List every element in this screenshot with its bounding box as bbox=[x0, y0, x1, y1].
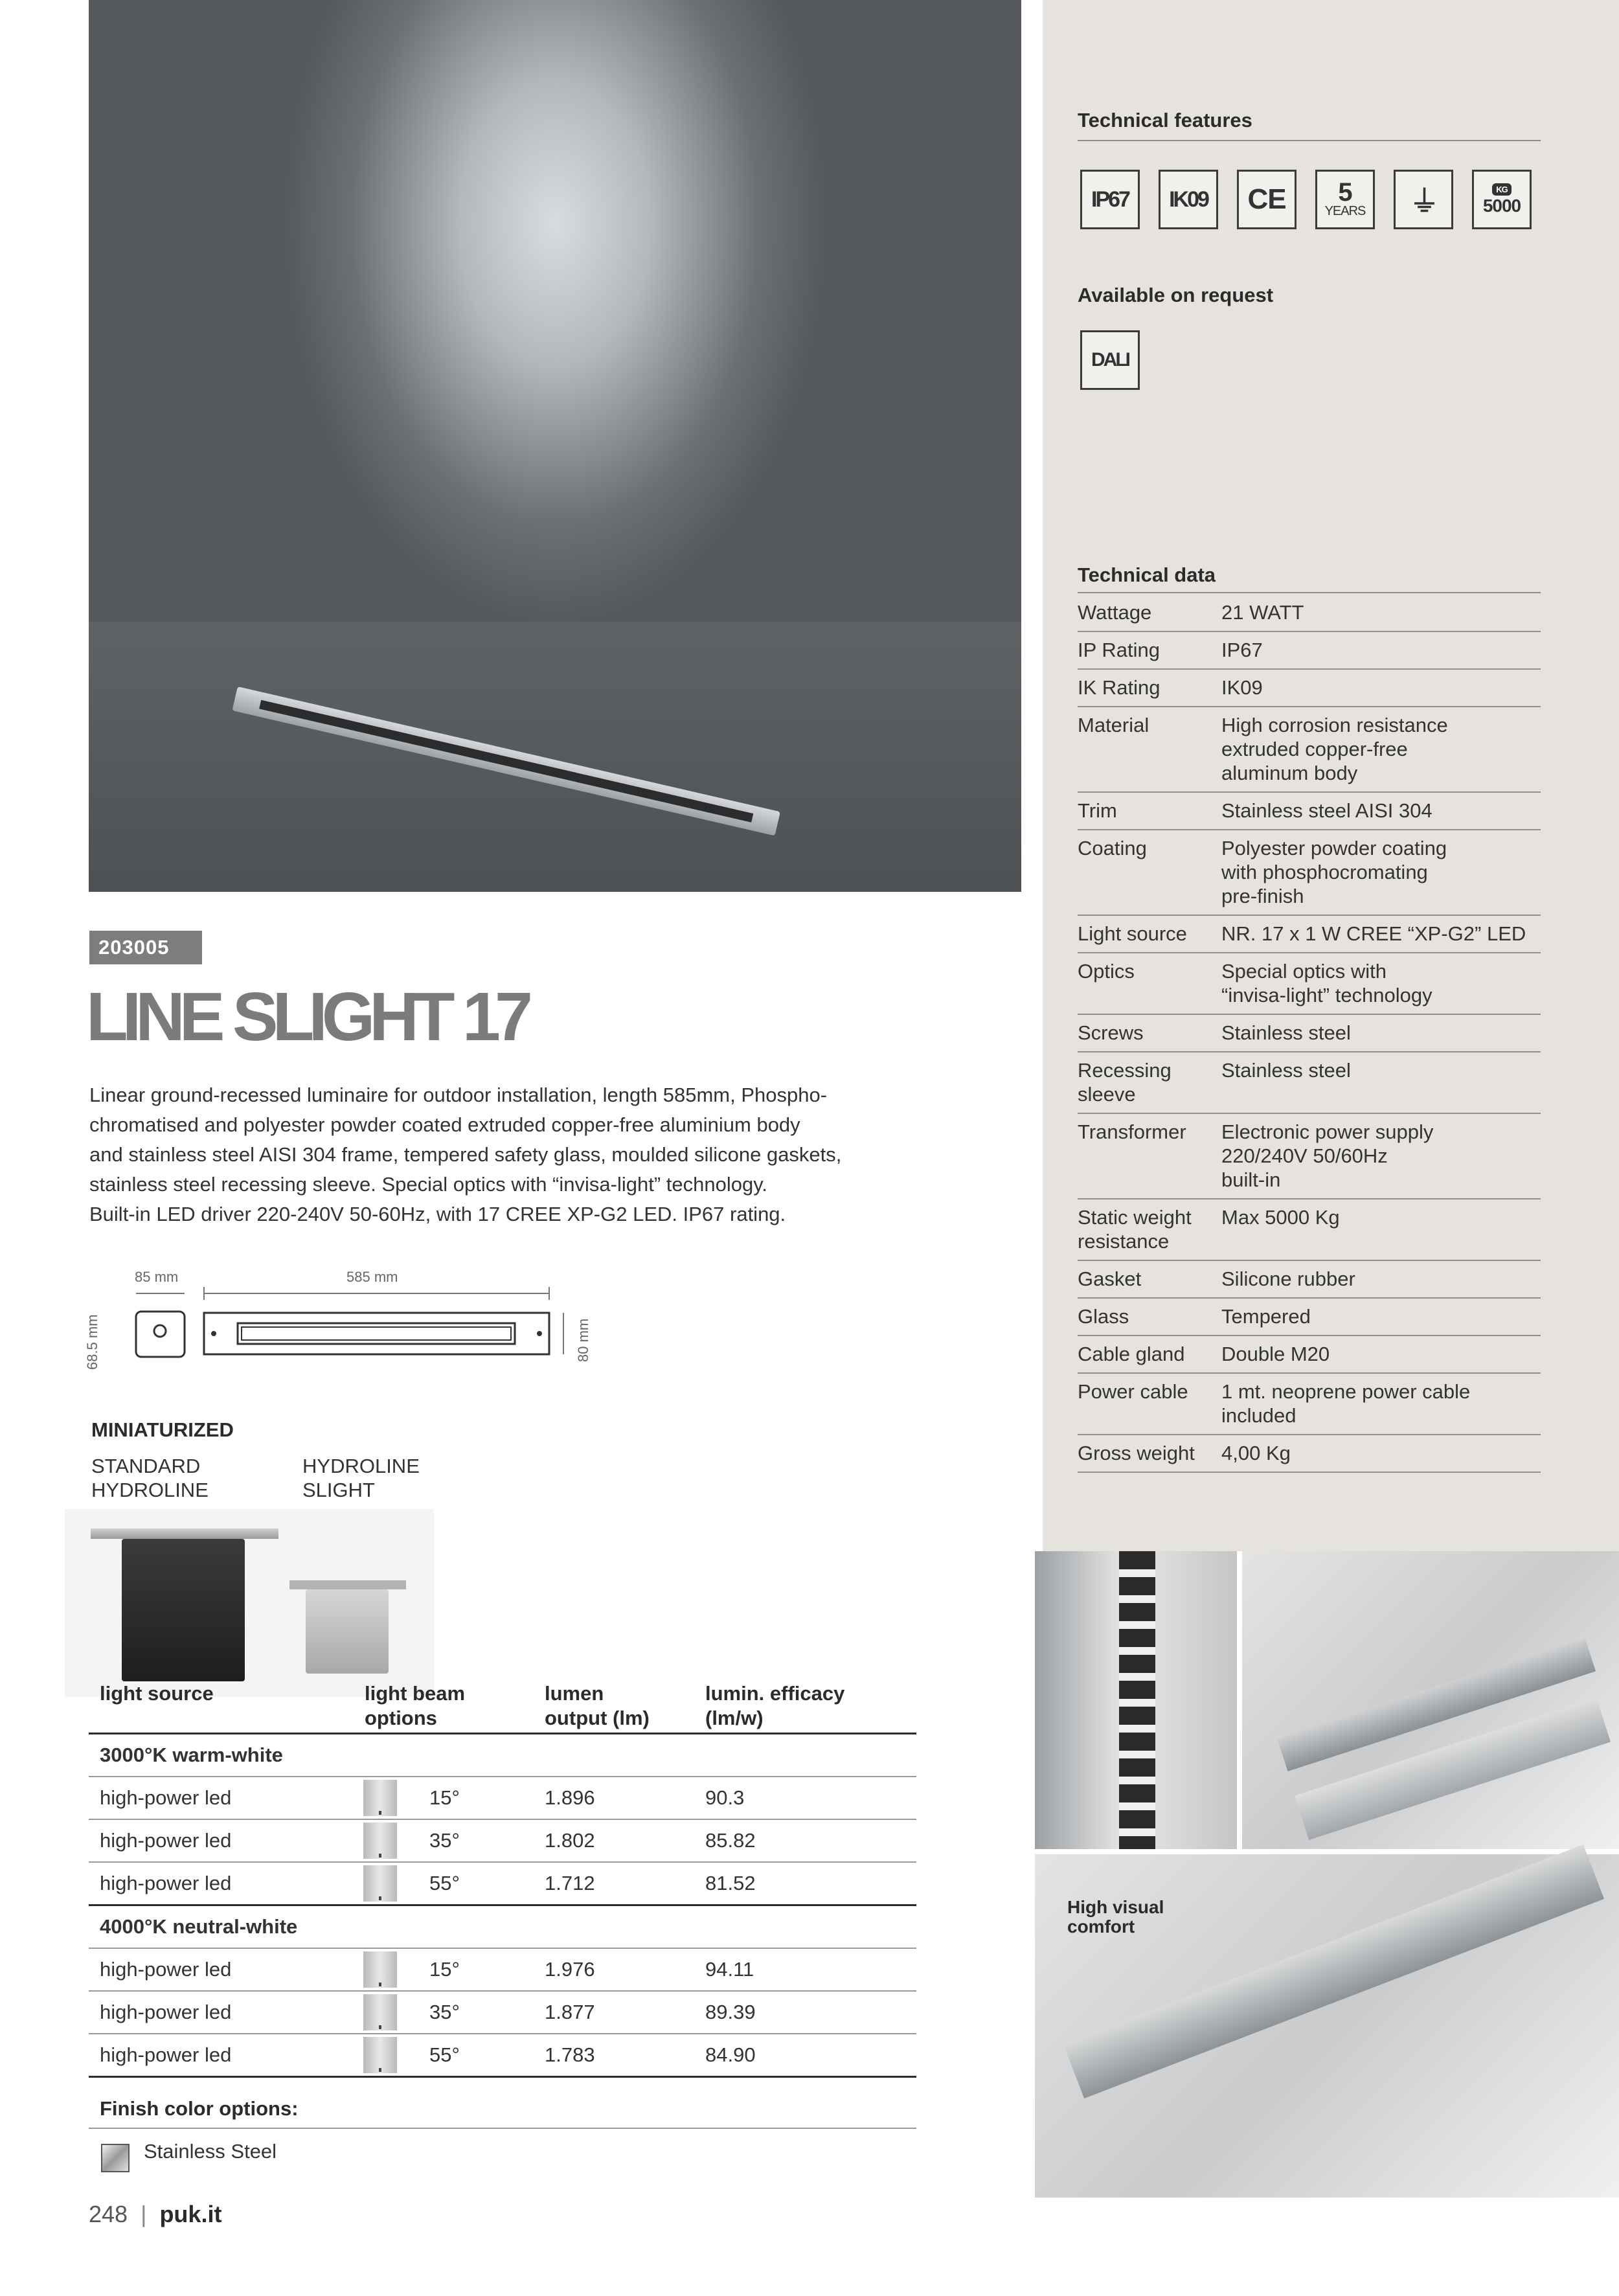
beam-15-icon bbox=[363, 1951, 397, 1988]
ip67-icon: IP67 bbox=[1080, 170, 1140, 229]
technical-features-title: Technical features bbox=[1078, 109, 1252, 131]
plan-lens-inner bbox=[242, 1327, 511, 1340]
site-name: puk.it bbox=[159, 2201, 222, 2227]
table-row: Transformer Electronic power supply 220/240V 50/60Hz built-in bbox=[1078, 1114, 1541, 1199]
product-title: LINE SLIGHT 17 bbox=[86, 979, 527, 1055]
table-row: high-power led 55° 1.712 81.52 bbox=[89, 1863, 916, 1906]
beam-35-icon bbox=[363, 1823, 397, 1859]
footer-separator: | bbox=[141, 2201, 147, 2227]
earth-ground-icon: ⏚ bbox=[1394, 170, 1453, 229]
section-view bbox=[136, 1312, 185, 1357]
standard-body bbox=[122, 1539, 245, 1681]
table-header bbox=[89, 1681, 916, 1734]
standard-hydroline-label: STANDARD HYDROLINE bbox=[91, 1455, 209, 1501]
divider bbox=[89, 2128, 916, 2129]
group-row: 4000°K neutral-white bbox=[89, 1906, 916, 1949]
product-code: 203005 bbox=[89, 931, 202, 964]
high-visual-comfort-caption: High visual comfort bbox=[1067, 1897, 1164, 1937]
table-row: high-power led 15° 1.896 90.3 bbox=[89, 1777, 916, 1820]
group-row: 3000°K warm-white bbox=[89, 1734, 916, 1777]
header-lumen-output: lumen output (lm) bbox=[545, 1682, 650, 1729]
ce-mark-icon: CE bbox=[1237, 170, 1296, 229]
weight-5000kg-icon: KG 5000 bbox=[1472, 170, 1532, 229]
fixture-sleeve-photo bbox=[1242, 1551, 1619, 1849]
standard-flange bbox=[91, 1529, 278, 1539]
slight-body bbox=[306, 1589, 389, 1674]
table-row: Recessing sleeve Stainless steel bbox=[1078, 1052, 1541, 1114]
table-row: Light source NR. 17 x 1 W CREE “XP-G2” LED bbox=[1078, 916, 1541, 953]
dimension-drawing bbox=[84, 1266, 602, 1383]
table-row: Glass Tempered bbox=[1078, 1299, 1541, 1336]
table-row: Power cable 1 mt. neoprene power cable included bbox=[1078, 1374, 1541, 1435]
led-strip bbox=[1119, 1551, 1155, 1849]
plan-screw bbox=[211, 1331, 216, 1336]
table-row: IP Rating IP67 bbox=[1078, 632, 1541, 670]
dali-icon: DALI bbox=[1080, 330, 1140, 390]
height-dim-b: 80 mm bbox=[575, 1318, 591, 1362]
product-description: Linear ground-recessed luminaire for outdoor installation, length 585mm, Phospho- chromatised and polyester powder coated extruded copper-free aluminium body and stainless steel AISI 304 frame, tempered safety glass, moulded silicone gaskets, stainless steel recessing sleeve. Special optics with “invisa-light” technology. Built-in LED driver 220-240V 50-60Hz, with 17 CREE XP-G2 LED. IP67 rating. bbox=[89, 1084, 842, 1225]
table-row: high-power led 55° 1.783 84.90 bbox=[89, 2034, 916, 2078]
height-dim-a: 68.5 mm bbox=[84, 1314, 100, 1370]
miniaturized-photo bbox=[65, 1509, 434, 1697]
table-row: high-power led 35° 1.802 85.82 bbox=[89, 1820, 916, 1863]
stainless-steel-swatch bbox=[101, 2144, 130, 2172]
table-row: Optics Special optics with “invisa-light” technology bbox=[1078, 953, 1541, 1015]
table-row: high-power led 15° 1.976 94.11 bbox=[89, 1949, 916, 1992]
table-row: IK Rating IK09 bbox=[1078, 670, 1541, 707]
table-row: Material High corrosion resistance extruded copper-free aluminum body bbox=[1078, 707, 1541, 793]
hydroline-slight-label: HYDROLINE SLIGHT bbox=[302, 1455, 420, 1501]
technical-data-title: Technical data bbox=[1078, 563, 1216, 586]
ik09-icon: IK09 bbox=[1159, 170, 1218, 229]
beam-55-icon bbox=[363, 2037, 397, 2073]
beam-55-icon bbox=[363, 1865, 397, 1902]
photo-floor bbox=[89, 622, 1021, 892]
length-dim-label: 585 mm bbox=[346, 1269, 398, 1285]
light-source-table bbox=[89, 1681, 916, 2078]
header-beam-options: light beam options bbox=[365, 1682, 466, 1729]
plan-lens bbox=[238, 1323, 515, 1344]
divider bbox=[1078, 140, 1541, 141]
finish-title: Finish color options: bbox=[100, 2097, 299, 2120]
page-number: 248 bbox=[89, 2201, 128, 2227]
table-row: Coating Polyester powder coating with phosphocromating pre-finish bbox=[1078, 830, 1541, 916]
table-row: Gross weight 4,00 Kg bbox=[1078, 1435, 1541, 1473]
table-row: Cable gland Double M20 bbox=[1078, 1336, 1541, 1374]
available-on-request-title: Available on request bbox=[1078, 284, 1274, 306]
slight-flange bbox=[289, 1580, 406, 1589]
page-footer bbox=[89, 2201, 221, 2228]
header-efficacy: lumin. efficacy (lm/w) bbox=[705, 1682, 845, 1729]
feature-badges bbox=[1080, 170, 1532, 229]
five-years-icon: 5 YEARS bbox=[1315, 170, 1375, 229]
header-light-source: light source bbox=[100, 1682, 214, 1705]
width-dim-label: 85 mm bbox=[135, 1269, 179, 1285]
plan-view bbox=[204, 1313, 549, 1354]
finish-option-label: Stainless Steel bbox=[144, 2140, 277, 2163]
beam-35-icon bbox=[363, 1994, 397, 2030]
table-row: Gasket Silicone rubber bbox=[1078, 1261, 1541, 1299]
divider bbox=[1078, 592, 1541, 593]
hero-product-photo bbox=[89, 0, 1021, 892]
plan-screw bbox=[537, 1331, 542, 1336]
photo-fixture-angled bbox=[1063, 1845, 1604, 2098]
table-row: high-power led 35° 1.877 89.39 bbox=[89, 1992, 916, 2034]
table-row: Wattage 21 WATT bbox=[1078, 595, 1541, 632]
miniaturized-title: MINIATURIZED bbox=[91, 1418, 234, 1441]
table-row: Screws Stainless steel bbox=[1078, 1015, 1541, 1052]
table-row: Static weight resistance Max 5000 Kg bbox=[1078, 1199, 1541, 1261]
technical-data-table bbox=[1078, 595, 1541, 1473]
closeup-photo bbox=[1035, 1551, 1237, 1849]
beam-15-icon bbox=[363, 1780, 397, 1816]
table-row: Trim Stainless steel AISI 304 bbox=[1078, 793, 1541, 830]
section-hole bbox=[154, 1325, 166, 1337]
